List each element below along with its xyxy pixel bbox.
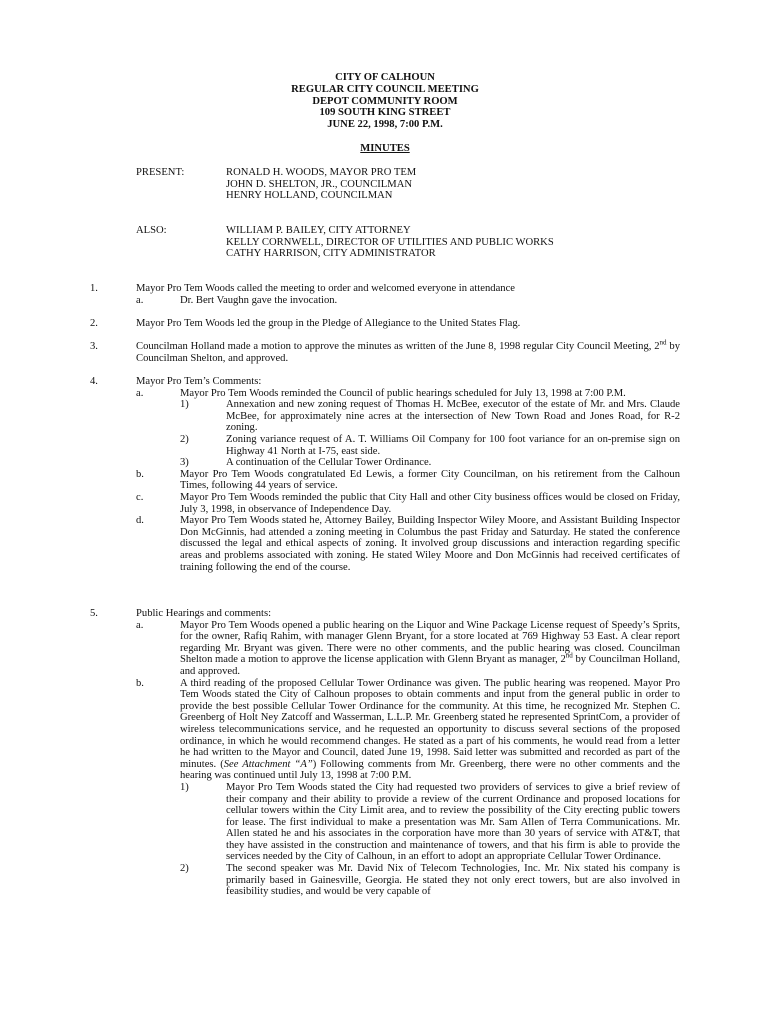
- item-text: Public Hearings and comments:: [136, 608, 272, 619]
- numbered-sub-item-text: Zoning variance request of A. T. Williams Oil Company for 100 foot variance for an on-premise sign on Highway 41 North at I-75, east side.: [226, 433, 680, 457]
- item-number: 4.: [90, 376, 98, 387]
- item-body: [136, 318, 680, 330]
- sub-item-letter: b.: [136, 468, 144, 480]
- numbered-sub-item: [180, 399, 680, 434]
- item-body: [136, 283, 680, 306]
- numbered-sub-item: [180, 863, 680, 898]
- numbered-sub-item-number: 3): [180, 457, 189, 469]
- sub-item-text: Mayor Pro Tem Woods stated he, Attorney Bailey, Building Inspector Wiley Moore, and Assistant Building Inspector Don McGinnis, had attended a zoning meeting in Columbus the past Friday and Saturday. He stated the conference discussed the legal and ethical aspects of zoning. It involved group discussions and interaction regarding specific areas and problems associated with zoning. He stated Wiley Moore and Don McGinnis had received certificates of training following the end of the course.: [180, 515, 680, 573]
- header-address: 109 SOUTH KING STREET: [319, 107, 451, 119]
- present-label: PRESENT:: [136, 167, 185, 178]
- header-city: CITY OF CALHOUN: [335, 72, 435, 83]
- numbered-sub-item-number: 1): [180, 781, 189, 793]
- sub-item-text-part: A third reading of the proposed Cellular Tower Ordinance was given. The public hearing was reopened. Mayor Pro Tem Woods stated the City of Calhoun proposes to obtain comments and input from the general public in order to provide the best possible Cellular Tower Ordinance for the community. At this time, he recognized Mr. Stephen C. Greenberg of Holt Ney Zatcoff and Wasserman, L.L.P. Mr. Greenberg stated he represented SprintCom, a provider of wireless telecommunications service, and he requested an opportunity to discuss several sections of the proposed ordinance, in which he would recommend changes. He stated as a part of his comments, he would read from a letter he had written to the Mayor and Council, dated June 19, 1998. Said letter was submitted and recorded as part of the minutes. (: [180, 677, 680, 770]
- minutes-title: MINUTES: [360, 143, 410, 154]
- item-body: [136, 376, 680, 573]
- sub-item-text: [180, 620, 680, 678]
- sub-item: [136, 469, 680, 492]
- item-text: Mayor Pro Tem Woods led the group in the Pledge of Allegiance to the United States Flag.: [136, 318, 521, 329]
- sub-item-text: [180, 678, 680, 782]
- numbered-sub-item-text: The second speaker was Mr. David Nix of Telecom Technologies, Inc. Mr. Nix stated his company is primarily based in Gainesville, Georgia. He stated they not only erect towers, but are also involved in feasibility studies, and would be very capable of: [226, 863, 680, 898]
- numbered-sub-item-number: 1): [180, 399, 189, 411]
- item-text: Mayor Pro Tem Woods called the meeting to order and welcomed everyone in attendance: [136, 283, 515, 294]
- sub-item-text-part: Mayor Pro Tem Woods opened a public hearing on the Liquor and Wine Package License request of Speedy’s Sprits, for the owner, Rafiq Rahim, with manager Glenn Bryant, for a store located at 769 Highway 53 East. A clear report regarding Mr. Bryant was given. There were no other comments, and the public hearing was closed. Councilman Shelton made a motion to approve the license application with Glenn Bryant as manager, 2: [180, 619, 680, 666]
- numbered-sub-item: [180, 457, 680, 469]
- numbered-sub-item: [180, 434, 680, 457]
- present-name: JOHN D. SHELTON, JR., COUNCILMAN: [226, 178, 412, 190]
- sub-item-letter: b.: [136, 677, 144, 689]
- also-label: ALSO:: [136, 225, 167, 236]
- numbered-sub-item-number: 2): [180, 863, 189, 875]
- ordinal-suffix: nd: [565, 651, 573, 660]
- header-date: JUNE 22, 1998, 7:00 P.M.: [327, 119, 443, 131]
- item-number: 3.: [90, 341, 98, 352]
- sub-item-letter: d.: [136, 515, 144, 527]
- item-text: Mayor Pro Tem’s Comments:: [136, 376, 262, 387]
- present-name: HENRY HOLLAND, COUNCILMAN: [226, 190, 393, 202]
- sub-item-letter: a.: [136, 619, 144, 631]
- item-text-part: by Councilman Shelton, and approved.: [136, 341, 680, 364]
- sub-item: [136, 515, 680, 573]
- sub-item-text: Dr. Bert Vaughn gave the invocation.: [180, 294, 338, 306]
- numbered-sub-item-text: A continuation of the Cellular Tower Ordinance.: [226, 457, 432, 469]
- numbered-sub-item-text: Annexation and new zoning request of Thomas H. McBee, executor of the estate of Mr. and Mrs. Claude McBee, for approximately nine acres at the intersection of New Town Road and Jones Road, for R-2 zoning.: [226, 399, 680, 434]
- item-number: 1.: [90, 283, 98, 294]
- item-number: 2.: [90, 318, 98, 329]
- also-name: WILLIAM P. BAILEY, CITY ATTORNEY: [226, 225, 411, 236]
- also-names: [226, 225, 646, 260]
- document-header: [0, 72, 770, 131]
- numbered-sub-item: [180, 782, 680, 863]
- numbered-sub-item-text: Mayor Pro Tem Woods stated the City had requested two providers of services to give a brief review of their company and their ability to provide a review of the current Ordinance and proposed locations for cellular towers within the City Limit area, and to review the possibility of the City erecting public towers for lease. The first individual to make a presentation was Mr. Sam Allen of Terra Communications. Mr. Allen stated he and his associates in the corporation have more than 30 years of service with AT&T, that they have assisted in the construction and maintenance of towers, and that his firm is able to provide the services needed by the City of Calhoun, in an effort to adopt an appropriate Cellular Tower Ordinance.: [226, 781, 680, 863]
- item-text-part: Councilman Holland made a motion to approve the minutes as written of the June 8, 1998 regular City Council Meeting, 2: [136, 341, 660, 352]
- header-meeting: REGULAR CITY COUNCIL MEETING: [291, 83, 479, 95]
- sub-item: [136, 492, 680, 515]
- sub-item-letter: a.: [136, 294, 144, 306]
- sub-item-letter: a.: [136, 387, 144, 399]
- sub-item-text-part: by Councilman Holland, and approved.: [180, 654, 680, 677]
- sub-item-text: Mayor Pro Tem Woods reminded the Council of public hearings scheduled for July 13, 1998 at 7:00 P.M.: [180, 387, 626, 399]
- sub-item-letter: c.: [136, 491, 144, 503]
- item-body: [136, 608, 680, 898]
- sub-item-text-part: ) Following comments from Mr. Greenberg, there were no other comments and the hearing was continued until July 13, 1998 at 7:00 P.M.: [180, 758, 681, 782]
- sub-item-text: Mayor Pro Tem Woods reminded the public that City Hall and other City business offices would be closed on Friday, July 3, 1998, in observance of Independence Day.: [180, 491, 680, 515]
- ordinal-suffix: nd: [659, 338, 667, 347]
- present-names: [226, 167, 646, 202]
- item-number: 5.: [90, 608, 98, 619]
- attachment-reference: See Attachment “A”: [223, 758, 313, 770]
- item-body: [136, 338, 680, 364]
- item-text: [136, 338, 680, 364]
- numbered-sub-item-number: 2): [180, 433, 189, 445]
- sub-item: [136, 295, 680, 307]
- present-name: RONALD H. WOODS, MAYOR PRO TEM: [226, 167, 417, 178]
- sub-item-text: Mayor Pro Tem Woods congratulated Ed Lewis, a former City Councilman, on his retirement from the Calhoun Times, following 44 years of service.: [180, 468, 680, 492]
- also-name: KELLY CORNWELL, DIRECTOR OF UTILITIES AND PUBLIC WORKS: [226, 236, 554, 248]
- also-name: CATHY HARRISON, CITY ADMINISTRATOR: [226, 248, 436, 260]
- sub-item: [136, 620, 680, 678]
- sub-item: [136, 678, 680, 782]
- sub-item: [136, 388, 680, 400]
- header-room: DEPOT COMMUNITY ROOM: [312, 95, 458, 107]
